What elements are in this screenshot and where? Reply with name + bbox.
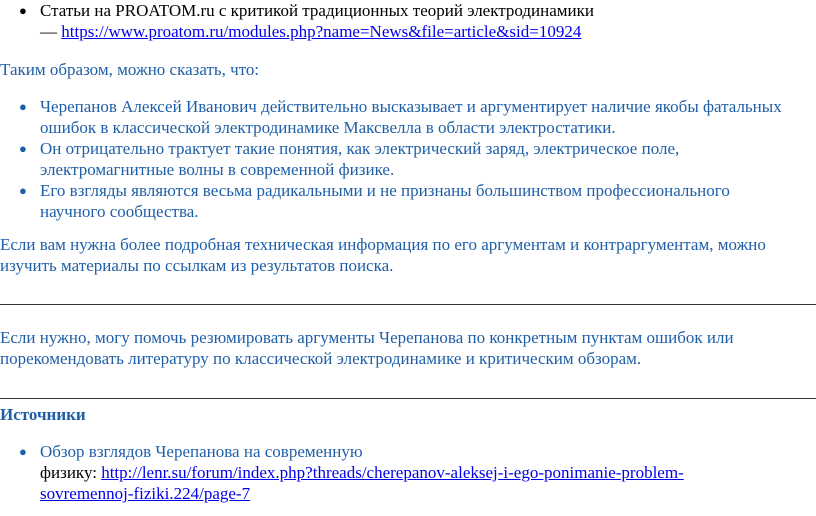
bullet-icon: ● bbox=[19, 444, 27, 459]
sources-heading: Источники bbox=[0, 405, 86, 424]
conclusions-list bbox=[0, 96, 790, 222]
bullet-icon: ● bbox=[19, 141, 27, 156]
bullet-icon: ● bbox=[19, 3, 27, 18]
sources-list bbox=[0, 441, 816, 504]
top-source-list bbox=[0, 0, 816, 42]
intro-text: Таким образом, можно сказать, что: bbox=[0, 60, 260, 79]
bullet-icon: ● bbox=[19, 183, 27, 198]
conclusion-text: Черепанов Алексей Иванович действительно высказывает и аргументирует наличие якобы фатальных ошибок в классической электродинамике Максвелла в области электростатики. bbox=[40, 97, 782, 137]
list-item bbox=[0, 441, 816, 504]
list-item bbox=[0, 96, 790, 138]
list-item bbox=[0, 180, 790, 222]
list-item bbox=[0, 0, 816, 42]
divider bbox=[0, 398, 816, 399]
source-title: Обзор взглядов Черепанова на современную bbox=[40, 442, 363, 461]
source-label: физику: bbox=[40, 463, 102, 482]
lenr-link-continued[interactable]: sovremennoj-fiziki.224/page-7 bbox=[40, 484, 251, 503]
conclusion-text: Он отрицательно трактует такие понятия, как электрический заряд, электрическое поле, электромагнитные волны в современной физике. bbox=[40, 139, 680, 179]
list-item bbox=[0, 138, 790, 180]
more-info-text: Если вам нужна более подробная техническая информация по его аргументам и контраргументам, можно изучить материалы по ссылкам из результатов поиска. bbox=[0, 235, 766, 275]
source-title: Статьи на PROATOM.ru с критикой традиционных теорий электродинамики bbox=[40, 1, 595, 20]
lenr-link[interactable]: http://lenr.su/forum/index.php?threads/cherepanov-aleksej-i-ego-ponimanie-problem- bbox=[101, 463, 684, 482]
bullet-icon: ● bbox=[19, 99, 27, 114]
proatom-link[interactable]: https://www.proatom.ru/modules.php?name=News&file=article&sid=10924 bbox=[61, 22, 582, 41]
dash: — bbox=[40, 22, 62, 41]
conclusion-text: Его взгляды являются весьма радикальными и не признаны большинством профессионального научного сообщества. bbox=[40, 181, 730, 221]
offer-text: Если нужно, могу помочь резюмировать аргументы Черепанова по конкретным пунктам ошибок или порекомендовать литературу по классической электродинамике и критическим обзорам. bbox=[0, 328, 734, 368]
divider bbox=[0, 304, 816, 305]
